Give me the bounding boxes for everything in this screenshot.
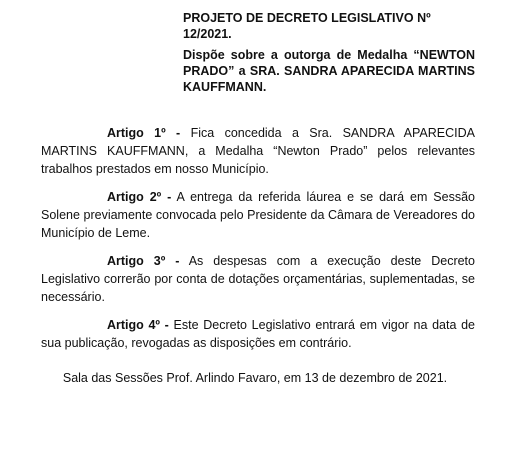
- article-3: [41, 252, 475, 306]
- article-1-text: Fica concedida a Sra. SANDRA APARECIDA MARTINS KAUFFMANN, a Medalha “Newton Prado” pelos relevantes trabalhos prestados em nosso Município.: [41, 126, 475, 176]
- article-2-label: Artigo 2º -: [107, 190, 172, 204]
- article-4-label: Artigo 4º -: [107, 318, 169, 332]
- article-3-text: As despesas com a execução deste Decreto Legislativo correrão por conta de dotações orçamentárias, suplementadas, se necessário.: [41, 254, 475, 304]
- document-header: [183, 10, 475, 95]
- article-4-text: Este Decreto Legislativo entrará em vigor na data de sua publicação, revogadas as disposições em contrário.: [41, 318, 475, 350]
- article-3-label: Artigo 3º -: [107, 254, 180, 268]
- document-title: PROJETO DE DECRETO LEGISLATIVO Nº 12/2021.: [183, 11, 431, 41]
- article-2-text: A entrega da referida láurea e se dará em Sessão Solene previamente convocada pelo Presidente da Câmara de Vereadores do Município de Leme.: [41, 190, 475, 240]
- article-2: [41, 188, 475, 242]
- article-1: [41, 124, 475, 178]
- document-body: [41, 124, 475, 362]
- document-subject: Dispõe sobre a outorga de Medalha “NEWTON PRADO” a SRA. SANDRA APARECIDA MARTINS KAUFFMANN.: [183, 48, 475, 94]
- closing-line: Sala das Sessões Prof. Arlindo Favaro, em 13 de dezembro de 2021.: [62, 371, 448, 385]
- article-4: [41, 316, 475, 352]
- article-1-label: Artigo 1º -: [107, 126, 181, 140]
